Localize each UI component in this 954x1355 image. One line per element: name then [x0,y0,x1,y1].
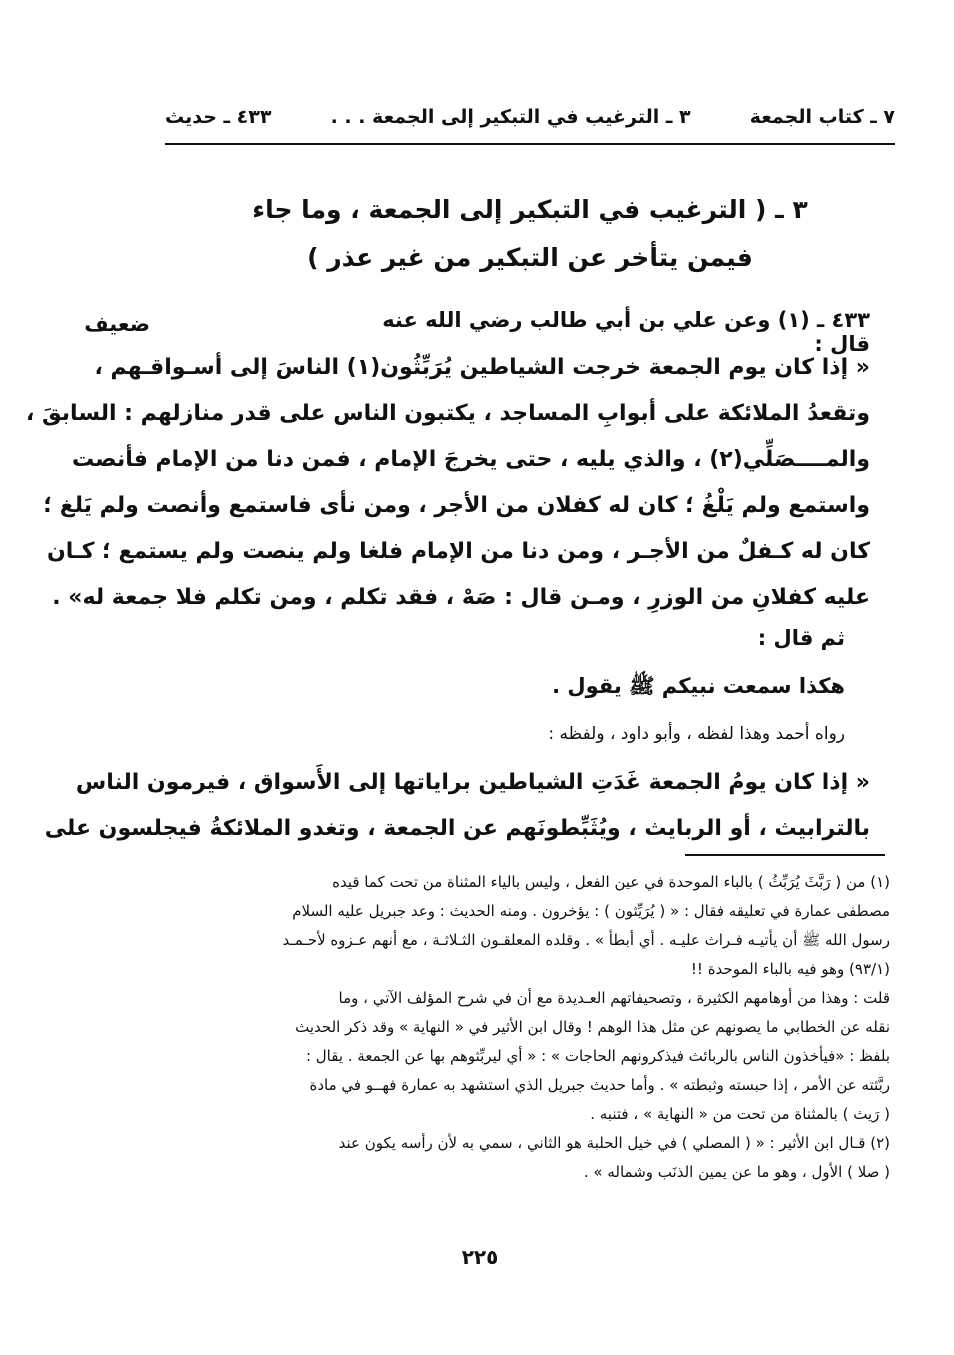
footnote-line: (٩٣/١) وهو فيه بالباء الموحدة !! [690,960,890,978]
hadith-text [25,345,870,621]
narration-source: رواه أحمد وهذا لفظه ، وأبو داود ، ولفظه : [548,724,845,744]
footnote-line: (١) من ( رَبَّثَ يُرَبِّثُ ) بالباء الموحدة في عين الفعل ، وليس بالياء المثناة من تحت كما قيده [332,873,890,891]
header-divider [165,143,895,145]
hadith-line: « إذا كان يوم الجمعة خرجت الشياطين يُرَبِّثُون(١) الناسَ إلى أسـواقـهم ، [94,355,870,380]
footnote-line: ربَّثته عن الأمر ، إذا حبسته وثبطته » . وأما حديث جبريل الذي استشهد به عمارة فهــو في مادة [309,1076,890,1094]
hadith-line: « إذا كان يومُ الجمعة غَدَتِ الشياطين براياتها إلى الأَسواق ، فيرمون الناس [75,770,870,795]
hadith-grade: ضعيف [84,312,150,336]
footnote-line: (٢) قـال ابن الأثير : « ( المصلي ) في خيل الحلبة هو الثاني ، سمي به لأن رأسه يكون عند [338,1134,890,1152]
hadith-line: والمــــصَلِّي(٢) ، والذي يليه ، حتى يخرجَ الإمام ، فمن دنا من الإمام فأنصت [71,447,870,472]
chapter-title-line-2: فيمن يتأخر عن التبكير من غير عذر ) [307,243,753,272]
header-chapter: ٧ ـ كتاب الجمعة [749,106,895,128]
hadith-line: وتقعدُ الملائكة على أبوابِ المساجد ، يكتبون الناس على قدر منازلهم : السابقَ ، [25,401,870,426]
footnote-line: نقله عن الخطابي ما يصونهم عن مثل هذا الوهم ! وقال ابن الأثير في « النهاية » وقد ذكر الحديث [295,1018,890,1036]
footnote-line: رسول الله ﷺ أن يأتيـه فـراث عليـه . أي أبطأ » . وقلده المعلقـون الثـلاثـة ، مع أنهم عـزوه لأحـمـد [282,931,890,949]
footnote-line: مصطفى عمارة في تعليقه فقال : « ( يُرَيِّثون ) : يؤخرون . ومنه الحديث : وعد جبريل عليه السلام [292,902,890,920]
hadith-line: بالترابيث ، أو الربايث ، ويُثَبِّطونَهم عن الجمعة ، وتغدو الملائكةُ فيجلسون على [44,816,870,841]
footnote-line: بلفظ : «فيأخذون الناس بالربائث فيذكرونهم الحاجات » : « أي ليربِّثوهم بها عن الجمعة . يقال : [305,1047,890,1065]
footnote-line: ( رَيث ) بالمثناة من تحت من « النهاية » ، فتنبه . [590,1105,890,1123]
then-said: ثم قال : [757,626,845,650]
footnote-divider [685,854,885,856]
footnotes [155,868,890,1187]
page-number: ٢٢٥ [461,1245,499,1269]
header-section: ٣ ـ الترغيب في التبكير إلى الجمعة . . . [330,106,691,128]
header-hadith-ref: ٤٣٣ ـ حديث [165,106,272,128]
footnote-line: ( صلا ) الأول ، وهو ما عن يمين الذنَب وشماله » . [583,1163,890,1181]
chapter-title [250,186,810,282]
hadith-line: واستمع ولم يَلْغُ ؛ كان له كفلان من الأجر ، ومن نأى فاستمع وأنصت ولم يَلغ ؛ [43,493,870,518]
footnote-line: قلت : وهذا من أوهامهم الكثيرة ، وتصحيفاتهم العـديدة مع أن في شرح المؤلف الآتي ، وما [338,989,890,1007]
hadith-intro: ٤٣٣ ـ (١) وعن علي بن أبي طالب رضي الله عنه قال : [382,308,870,356]
hadith-line: عليه كفلانِ من الوزرِ ، ومـن قال : صَهْ ، فقد تكلم ، ومن تكلم فلا جمعة له» . [52,585,870,610]
heard-statement: هكذا سمعت نبيكم ﷺ يقول . [552,674,845,698]
chapter-title-line-1: ٣ ـ ( الترغيب في التبكير إلى الجمعة ، وما جاء [252,195,808,224]
second-hadith-text [44,760,870,852]
hadith-line: كان له كـفلٌ من الأجـر ، ومن دنا من الإمام فلغا ولم ينصت ولم يستمع ؛ كـان [47,539,870,564]
running-header [165,100,895,134]
